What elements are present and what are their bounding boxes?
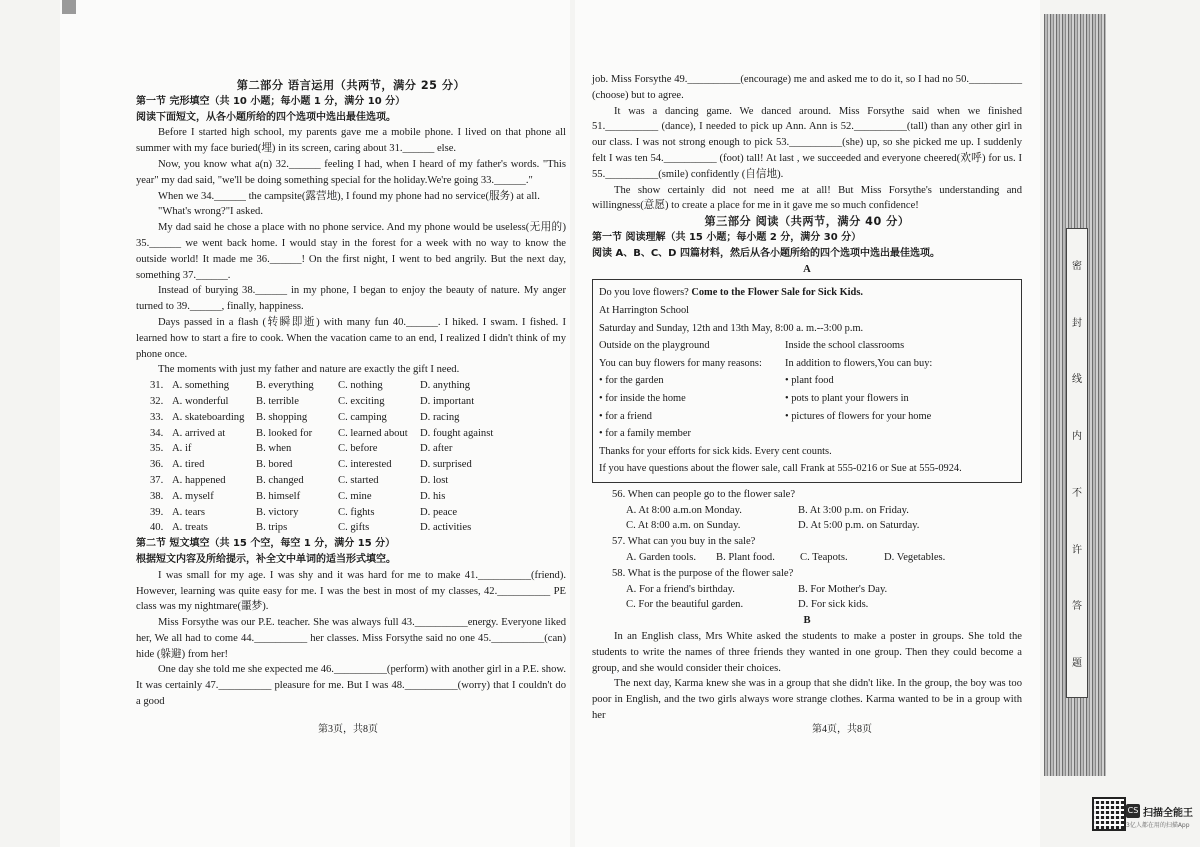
option-d: D. anything (420, 380, 471, 392)
option-b: B. terrible (256, 395, 299, 407)
question-57: 57. What can you buy in the sale? (612, 536, 756, 548)
cloze-option-row (136, 457, 566, 473)
cloze-paragraph: Now, you know what a(n) 32.______ feeling I had, when I heard of my father's words. "This year" my dad said, "we'll be doing something special for the holiday.We're going 33.______." (136, 158, 566, 186)
option-b: B. At 3:00 p.m. on Friday. (798, 504, 909, 516)
scanner-watermark-title: 扫描全能王 (1143, 808, 1193, 819)
question-58-options (592, 582, 1022, 614)
notice-right-intro: In addition to flowers,You can buy: (785, 357, 933, 369)
option-c: C. before (338, 443, 378, 455)
option-b: B. Plant food. (716, 552, 775, 564)
page-number-right: 第4页，共8页 (812, 724, 872, 735)
cloze-option-row (136, 489, 566, 505)
passage-b-paragraph: In an English class, Mrs White asked the students to make a poster in groups. She told the students to write the names of three friends they wanted in one group. Then they could become a group, and she would consider their choices. (592, 631, 1022, 674)
option-c: C. started (338, 474, 379, 486)
option-a: A. tired (172, 459, 205, 471)
option-c: C. gifts (338, 522, 370, 534)
fill-in-paragraph: The show certainly did not need me at all! But Miss Forsythe's understanding and willingness(意愿) to create a place for me in it gave me so much confidence! (592, 184, 1022, 212)
option-c: C. For the beautiful garden. (626, 599, 744, 611)
option-d: D. For sick kids. (798, 599, 869, 611)
option-a: A. Garden tools. (626, 552, 697, 564)
cloze-option-row (136, 520, 566, 536)
fill-in-section-title: 第二节 短文填空（共 15 个空，每空 1 分，满分 15 分） (136, 538, 396, 550)
notice-columns (599, 337, 1015, 443)
cloze-option-row (136, 426, 566, 442)
question-number: 36. (150, 459, 164, 471)
binding-char: 不 (1072, 487, 1082, 499)
binding-char: 线 (1072, 374, 1082, 386)
passage-b-paragraph: The next day, Karma knew she was in a group that she didn't like. In the group, the boy was too poor in English, and the two girls always wore strange clothes. Karma wanted to be in a group with her (592, 678, 1022, 722)
option-d: D. fought against (420, 427, 494, 439)
option-c: C. At 8:00 a.m. on Sunday. (626, 520, 741, 532)
cloze-option-row (136, 394, 566, 410)
binding-char: 许 (1072, 544, 1082, 556)
binding-char: 题 (1072, 657, 1082, 669)
option-b: B. bored (256, 459, 293, 471)
fill-in-paragraph: It was a dancing game. We danced around. Miss Forsythe said when we finished 51.__________ (dance), I needed to pick up Ann. Ann is 52.__________(tall) than any other girl in our class. I was not strong enough to pick 53.__________(she) up, so she picked me up. I suddenly felt I was ten 54.__________ (foot) tall! At last , we succeeded and everyone cheered(欢呼) for us. I 55.__________(smile) confidently (自信地). (592, 105, 1022, 180)
option-d: D. Vegetables. (884, 552, 946, 564)
question-57-options (592, 550, 1022, 566)
option-c: C. exciting (338, 395, 385, 407)
notice-list-item: • pots to plant your flowers in (785, 392, 909, 404)
question-number: 32. (150, 395, 164, 407)
scanner-logo-icon: CS (1126, 804, 1140, 818)
question-number: 40. (150, 522, 164, 534)
scan-edge-mark (62, 0, 76, 14)
option-d: D. At 5:00 p.m. on Saturday. (798, 520, 920, 532)
question-number: 35. (150, 443, 164, 455)
notice-title: Come to the Flower Sale for Sick Kids. (691, 287, 863, 299)
fill-in-paragraph: I was small for my age. I was shy and it was hard for me to make 41.__________(friend). However, learning was quite easy for me. I was the best in most of my classes, 42.__________ PE class was my nightmare(噩梦). (136, 569, 566, 613)
option-a: A. something (172, 380, 230, 392)
option-b: B. trips (256, 522, 288, 534)
notice-list-item: • for a family member (599, 428, 691, 440)
option-b: B. himself (256, 490, 301, 502)
question-number: 31. (150, 380, 164, 392)
fill-in-paragraph: job. Miss Forsythe 49.__________(encourage) me and asked me to do it, so I had no 50.__________ (choose) but to agree. (592, 74, 1022, 101)
cloze-section-title: 第一节 完形填空（共 10 小题；每小题 1 分，满分 10 分） (136, 95, 406, 107)
option-a: A. For a friend's birthday. (626, 583, 735, 595)
fill-in-instruction: 根据短文内容及所给提示，补全文中单词的适当形式填空。 (136, 553, 396, 565)
notice-left-heading: Outside on the playground (599, 340, 710, 352)
option-c: C. mine (338, 490, 372, 502)
option-d: D. racing (420, 411, 460, 423)
option-b: B. looked for (256, 427, 313, 439)
fill-in-paragraph: Miss Forsythe was our P.E. teacher. She was always full 43.__________energy. Everyone liked her, We all had to come 44.__________ her classes. Miss Forsythe said no one 45.__________(can) hide (躲避) from her! (136, 617, 566, 660)
option-a: A. happened (172, 474, 226, 486)
cloze-option-row (136, 378, 566, 394)
notice-right-heading: Inside the school classrooms (785, 340, 905, 352)
option-b: B. when (256, 443, 292, 455)
binding-char: 内 (1072, 431, 1082, 443)
cloze-paragraph: Days passed in a flash (转瞬即逝) with many fun 40.______. I hiked. I swam. I fished. I learned how to start a fire to cook. When the vacation came to an end, I realized I didn't think of my phone once. (136, 316, 566, 360)
notice-list-item: • pictures of flowers for your home (785, 410, 932, 422)
question-number: 33. (150, 411, 164, 423)
qr-code-icon (1094, 799, 1124, 829)
option-a: A. treats (172, 522, 208, 534)
option-c: C. camping (338, 411, 387, 423)
question-number: 37. (150, 474, 164, 486)
option-b: B. everything (256, 380, 314, 392)
question-number: 38. (150, 490, 164, 502)
right-column (592, 72, 1022, 724)
cloze-option-row (136, 505, 566, 521)
option-a: A. tears (172, 506, 205, 518)
cloze-paragraph: The moments with just my father and nature are exactly the gift I need. (158, 364, 460, 376)
notice-contact: If you have questions about the flower sale, call Frank at 555-0216 or Sue at 555-0924. (599, 463, 962, 475)
question-58: 58. What is the purpose of the flower sale? (612, 567, 794, 579)
notice-list-item: • for a friend (599, 410, 652, 422)
reading-instruction: 阅读 A、B、C、D 四篇材料，然后从各小题所给的四个选项中选出最佳选项。 (592, 247, 940, 259)
option-d: D. after (420, 443, 453, 455)
option-c: C. fights (338, 506, 375, 518)
option-d: D. lost (420, 474, 449, 486)
binding-char: 密 (1072, 261, 1082, 272)
reading-section-title: 第一节 阅读理解（共 15 小题；每小题 2 分，满分 30 分） (592, 231, 862, 243)
scanner-watermark-subtitle: 3亿人都在用的扫描App (1126, 822, 1190, 829)
part-two-title: 第二部分 语言运用（共两节，满分 25 分） (236, 79, 466, 92)
option-c: C. interested (338, 459, 392, 471)
option-b: B. For Mother's Day. (798, 583, 888, 595)
flower-sale-notice (592, 279, 1022, 483)
left-column (136, 78, 566, 710)
option-d: D. activities (420, 522, 472, 534)
option-d: D. surprised (420, 459, 472, 471)
cloze-paragraph: "What's wrong?"I asked. (158, 206, 263, 218)
cloze-option-row (136, 410, 566, 426)
question-number: 39. (150, 506, 164, 518)
passage-a-label: A (803, 263, 811, 275)
cloze-paragraph: Before I started high school, my parents gave me a mobile phone. I lived on that phone all summer with my face buried(埋) in its screen, caring about 31.______ else. (136, 127, 566, 155)
option-a: A. arrived at (172, 427, 226, 439)
notice-left-column (599, 337, 785, 443)
question-number: 34. (150, 427, 164, 439)
cloze-paragraph: Instead of burying 38.______ in my phone, I began to enjoy the beauty of nature. My anger turned to 39.______, finally, happiness. (136, 285, 566, 313)
option-a: A. wonderful (172, 395, 229, 407)
notice-headline (599, 284, 1015, 302)
notice-lead: Do you love flowers? (599, 287, 692, 299)
binding-char: 封 (1072, 317, 1082, 329)
option-d: D. peace (420, 506, 458, 518)
option-b: B. changed (256, 474, 304, 486)
option-a: A. At 8:00 a.m.on Monday. (626, 504, 742, 516)
part-three-title: 第三部分 阅读（共两节，满分 40 分） (704, 215, 910, 229)
cloze-option-row (136, 473, 566, 489)
question-56: 56. When can people go to the flower sale? (612, 488, 796, 500)
notice-time: Saturday and Sunday, 12th and 13th May, 8:00 a. m.--3:00 p.m. (599, 322, 864, 334)
notice-list-item: • for inside the home (599, 392, 686, 404)
notice-thanks: Thanks for your efforts for sick kids. Every cent counts. (599, 445, 832, 457)
notice-left-intro: You can buy flowers for many reasons: (599, 357, 762, 369)
option-c: C. Teapots. (800, 552, 848, 564)
binding-notice (1066, 228, 1088, 698)
page-number-left: 第3页，共8页 (318, 724, 378, 735)
cloze-instruction: 阅读下面短文，从各小题所给的四个选项中选出最佳选项。 (136, 111, 396, 123)
binding-char: 答 (1072, 601, 1082, 613)
option-b: B. shopping (256, 411, 308, 423)
question-56-options (592, 503, 1022, 535)
passage-b-label: B (803, 615, 811, 627)
cloze-paragraph: When we 34.______ the campsite(露营地), I found my phone had no service(服务) at all. (158, 190, 540, 202)
option-c: C. learned about (338, 427, 408, 439)
option-b: B. victory (256, 506, 299, 518)
cloze-option-row (136, 441, 566, 457)
notice-list-item: • for the garden (599, 375, 664, 387)
fill-in-paragraph: One day she told me she expected me 46.__________(perform) with another girl in a P.E. show. It was certainly 47.__________ pleasure for me. But I was 48.__________(worry) that I couldn't do a good (136, 664, 566, 708)
option-a: A. if (172, 443, 192, 455)
notice-place: At Harrington School (599, 304, 690, 316)
notice-list-item: • plant food (785, 375, 834, 387)
option-d: D. important (420, 395, 475, 407)
option-a: A. myself (172, 490, 214, 502)
cloze-paragraph: My dad said he chose a place with no phone service. And my phone would be useless(无用的) 35.______ we went back home. I would stay in the forest for a week with no way to know the outside world! It made me 36.______! On the first night, I went to bed angrily. But the next day, something 37.______. (136, 222, 566, 281)
option-a: A. skateboarding (172, 411, 245, 423)
option-c: C. nothing (338, 380, 383, 392)
option-d: D. his (420, 490, 446, 502)
notice-right-column (785, 337, 1015, 443)
